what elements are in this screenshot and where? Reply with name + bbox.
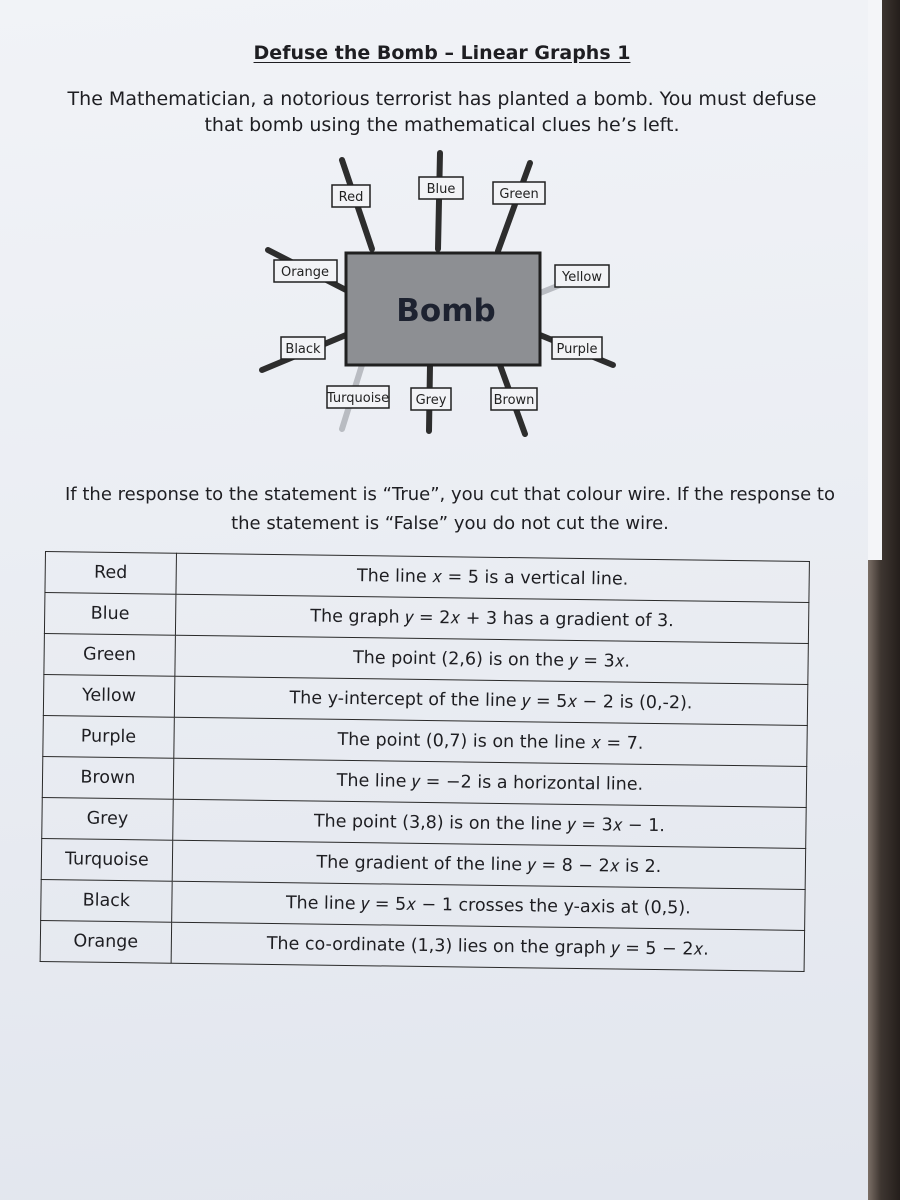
clue-statement: The line 𝑦 = −2 is a horizontal line. <box>173 758 807 807</box>
clue-colour: Blue <box>44 593 175 636</box>
desk-edge <box>868 0 900 1200</box>
brown-wire-label: Brown <box>493 393 535 408</box>
bomb-diagram <box>230 145 630 440</box>
clue-statement: The line 𝑥 = 5 is a vertical line. <box>176 553 810 602</box>
purple-wire-label: Purple <box>556 342 598 357</box>
bomb-label: Bomb <box>396 293 496 329</box>
red-wire-label: Red <box>338 190 364 205</box>
clue-colour: Brown <box>42 756 173 799</box>
clue-statement: The y-intercept of the line 𝑦 = 5𝑥 − 2 is (0,-2). <box>174 676 808 725</box>
clue-colour: Yellow <box>43 674 174 717</box>
clue-statement: The point (0,7) is on the line 𝑥 = 7. <box>174 717 808 766</box>
clue-colour: Orange <box>40 920 171 963</box>
intro-paragraph: The Mathematician, a notorious terrorist has planted a bomb. You must defuse that bomb using the mathematical clues he’s left. <box>67 88 817 136</box>
clue-statement: The gradient of the line 𝑦 = 8 − 2𝑥 is 2. <box>172 840 806 889</box>
clue-colour: Red <box>45 552 176 595</box>
blue-wire-label: Blue <box>426 182 456 197</box>
instructions-paragraph: If the response to the statement is “True”, you cut that colour wire. If the response to the statement is “False” you do not cut the wire. <box>64 484 835 534</box>
orange-wire-label: Orange <box>280 265 330 280</box>
blue-wire <box>438 153 440 249</box>
clue-colour: Green <box>44 633 175 676</box>
clue-statement: The point (3,8) is on the line 𝑦 = 3𝑥 − 1. <box>173 799 807 848</box>
clue-statement: The graph 𝑦 = 2𝑥 + 3 has a gradient of 3. <box>175 594 809 643</box>
clue-statement: The point (2,6) is on the 𝑦 = 3𝑥. <box>175 635 809 684</box>
grey-wire-label: Grey <box>415 393 447 408</box>
yellow-wire-label: Yellow <box>561 270 603 285</box>
clues-table <box>40 551 810 972</box>
clue-colour: Purple <box>43 715 174 758</box>
clue-colour: Turquoise <box>41 838 172 881</box>
turquoise-wire-label: Turquoise <box>326 391 390 406</box>
clue-statement: The co-ordinate (1,3) lies on the graph 𝑦 = 5 − 2𝑥. <box>171 922 805 971</box>
clue-colour: Black <box>41 879 172 922</box>
clue-statement: The line 𝑦 = 5𝑥 − 1 crosses the y-axis at (0,5). <box>171 881 805 930</box>
clue-colour: Grey <box>42 797 173 840</box>
black-wire-label: Black <box>285 342 321 357</box>
green-wire <box>498 163 530 251</box>
worksheet-title: Defuse the Bomb – Linear Graphs 1 <box>253 42 631 64</box>
green-wire-label: Green <box>499 187 539 202</box>
